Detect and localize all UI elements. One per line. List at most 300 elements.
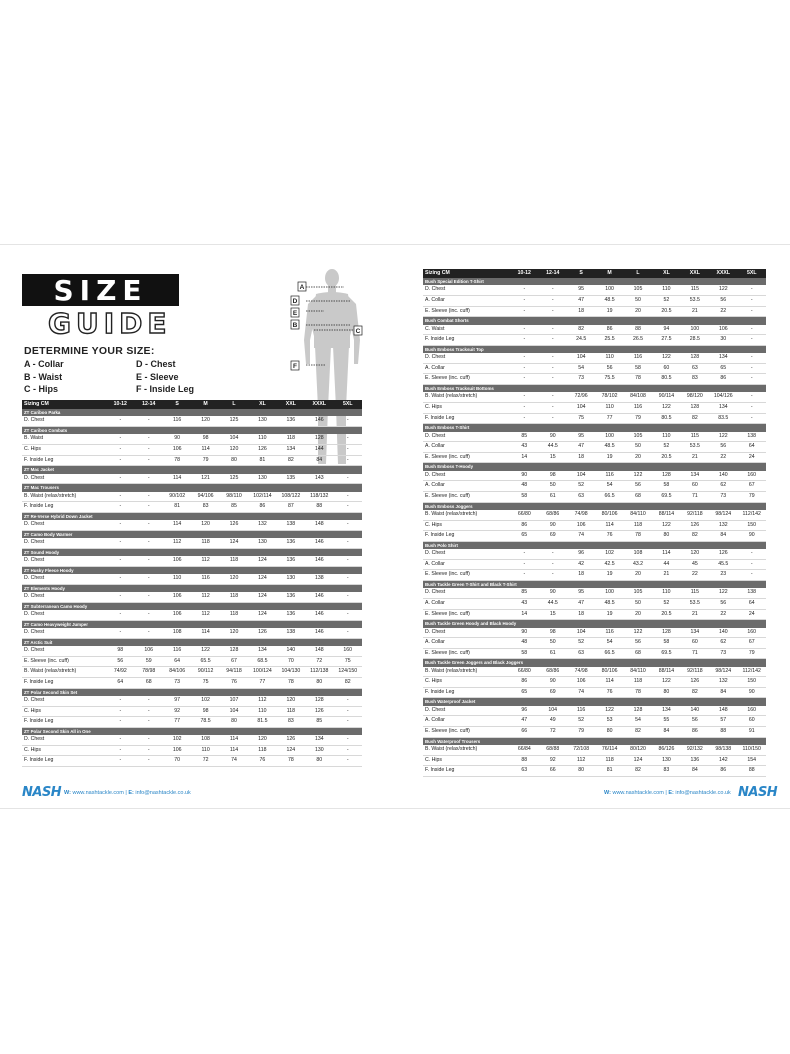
size-value: - <box>539 353 567 363</box>
size-value: 125 <box>220 474 248 484</box>
size-value: 134 <box>248 646 276 656</box>
product-section-row <box>22 409 362 416</box>
size-value: 150 <box>737 677 766 688</box>
size-value: 73 <box>709 648 737 659</box>
size-value: 80 <box>595 727 623 738</box>
size-value: 90/112 <box>191 667 219 678</box>
size-value: 78/102 <box>595 392 623 402</box>
table-header-row <box>423 269 766 278</box>
size-value: 90 <box>539 677 567 688</box>
size-value: - <box>135 696 163 706</box>
column-header: 10-12 <box>106 400 134 409</box>
size-value: - <box>333 628 362 638</box>
size-value: 87 <box>277 502 305 513</box>
size-value: 130 <box>305 745 333 756</box>
size-value: - <box>737 306 766 317</box>
bottom-divider <box>0 808 790 809</box>
size-value: 66/84 <box>510 745 538 755</box>
size-value: 112 <box>248 696 276 706</box>
size-value: 59 <box>135 656 163 667</box>
size-value: 128 <box>305 434 333 444</box>
table-row <box>423 667 766 677</box>
size-value: 104 <box>567 628 595 638</box>
measurement-label: E. Sleeve (inc. cuff) <box>22 656 106 667</box>
size-value: 80.5 <box>652 374 680 385</box>
size-value: - <box>106 696 134 706</box>
size-value: 85 <box>305 717 333 728</box>
table-row <box>423 374 766 385</box>
size-value: 83 <box>277 717 305 728</box>
measurement-label: E. Sleeve (inc. cuff) <box>423 570 510 581</box>
measures-right <box>136 358 194 396</box>
size-value: 122 <box>709 285 737 295</box>
size-value: 48.5 <box>595 296 623 307</box>
size-value: - <box>135 735 163 745</box>
table-row <box>423 481 766 492</box>
size-value: 107 <box>220 696 248 706</box>
size-value: 126 <box>248 445 276 456</box>
size-value: 19 <box>595 609 623 620</box>
product-name: Bush Emboss Tracksuit Top <box>423 345 766 353</box>
size-value: 88/114 <box>652 667 680 677</box>
size-value: 47 <box>567 598 595 609</box>
size-value: 120 <box>220 574 248 584</box>
size-value: 56 <box>709 296 737 307</box>
measure-d: D - Chest <box>136 359 176 369</box>
product-section-row <box>423 278 766 285</box>
size-value: 19 <box>595 570 623 581</box>
product-section-row <box>22 584 362 592</box>
size-value: 98/138 <box>709 745 737 755</box>
size-value: 122 <box>652 677 680 688</box>
size-value: 50 <box>539 481 567 492</box>
product-section-row <box>22 602 362 610</box>
size-value: 71 <box>681 491 709 502</box>
size-value: 52 <box>652 598 680 609</box>
size-value: 128 <box>652 471 680 481</box>
size-value: 65 <box>510 687 538 698</box>
measurement-label: C. Hips <box>22 445 106 456</box>
size-value: 90 <box>510 471 538 481</box>
size-value: - <box>135 556 163 566</box>
size-value: 69 <box>539 687 567 698</box>
size-value: 138 <box>737 588 766 598</box>
size-value: 74/98 <box>567 667 595 677</box>
size-value: 78 <box>624 531 652 542</box>
size-value: 128 <box>681 353 709 363</box>
table-row <box>423 766 766 777</box>
size-value: 68/86 <box>539 510 567 520</box>
title-bottom: GUIDE <box>48 307 172 340</box>
table-row <box>423 353 766 363</box>
size-value: 126 <box>277 735 305 745</box>
table-row <box>423 687 766 698</box>
size-value: 58 <box>510 648 538 659</box>
size-value: 112 <box>191 610 219 620</box>
size-value: 48 <box>510 638 538 649</box>
size-value: 15 <box>539 609 567 620</box>
size-value: 86 <box>248 502 276 513</box>
size-value: 120 <box>191 520 219 530</box>
product-section-row <box>22 688 362 696</box>
size-value: 86 <box>510 520 538 531</box>
size-value: 118 <box>220 592 248 602</box>
size-value: 72 <box>539 727 567 738</box>
column-header: M <box>191 400 219 409</box>
size-value: 79 <box>737 648 766 659</box>
table-row <box>423 531 766 542</box>
size-value: 124 <box>624 755 652 766</box>
size-value: 98 <box>191 706 219 717</box>
size-value: 118/132 <box>305 492 333 502</box>
size-value: 144 <box>305 445 333 456</box>
email-link[interactable]: info@nashtackle.co.uk <box>135 790 191 796</box>
size-value: 84 <box>709 531 737 542</box>
table-row <box>423 452 766 463</box>
size-value: 115 <box>681 432 709 442</box>
table-row <box>423 392 766 402</box>
size-value: 110 <box>652 285 680 295</box>
size-value: 126 <box>220 520 248 530</box>
product-section-row <box>22 727 362 735</box>
size-value: 20 <box>624 570 652 581</box>
table-row <box>22 717 362 728</box>
size-value: 128 <box>624 706 652 716</box>
size-value: 65.5 <box>191 656 219 667</box>
size-value: 68/88 <box>539 745 567 755</box>
size-value: 69.5 <box>652 491 680 502</box>
left-size-table <box>22 400 362 767</box>
size-value: - <box>135 717 163 728</box>
top-divider <box>0 244 790 245</box>
size-value: 52 <box>652 442 680 453</box>
size-value: 63 <box>681 363 709 374</box>
size-value: 116 <box>595 471 623 481</box>
product-section-row <box>22 466 362 474</box>
size-value: - <box>737 549 766 559</box>
size-value: 53.5 <box>681 442 709 453</box>
size-value: 112/142 <box>737 667 766 677</box>
size-value: - <box>135 455 163 466</box>
size-value: - <box>333 745 362 756</box>
size-value: 112 <box>191 556 219 566</box>
size-value: 63 <box>567 491 595 502</box>
nash-logo-right: NASH <box>738 785 778 800</box>
size-value: 110 <box>652 588 680 598</box>
measurement-label: D. Chest <box>22 610 106 620</box>
size-value: 90 <box>539 432 567 442</box>
size-value: - <box>737 296 766 307</box>
size-value: 106 <box>567 677 595 688</box>
size-value: 62 <box>709 481 737 492</box>
size-value: 114 <box>220 735 248 745</box>
size-value: 104 <box>220 706 248 717</box>
size-value: - <box>333 592 362 602</box>
size-value: 90 <box>163 434 191 444</box>
table-row <box>423 570 766 581</box>
size-value: 148 <box>709 706 737 716</box>
table-row <box>22 445 362 456</box>
table-row <box>423 510 766 520</box>
size-value: 122 <box>624 471 652 481</box>
size-value: 74/98 <box>567 510 595 520</box>
size-value: 76/114 <box>595 745 623 755</box>
website-link[interactable]: www.nashtackle.com <box>72 790 124 796</box>
product-name: Bush Polo Shirt <box>423 541 766 549</box>
size-value: - <box>510 374 538 385</box>
size-value: 84 <box>652 727 680 738</box>
table-row <box>423 638 766 649</box>
column-header: S <box>567 269 595 278</box>
product-section-row <box>423 502 766 510</box>
size-value: 77 <box>595 413 623 424</box>
size-value: 20 <box>624 609 652 620</box>
size-value: - <box>333 416 362 426</box>
size-value: - <box>510 559 538 570</box>
size-value: 86/126 <box>652 745 680 755</box>
size-value: - <box>135 538 163 548</box>
size-value: 148 <box>305 520 333 530</box>
size-value: 50 <box>539 638 567 649</box>
product-name: Bush Tackle Green T-Shirt and Black T-Shirt <box>423 580 766 588</box>
size-value: - <box>737 325 766 335</box>
size-value: - <box>510 402 538 413</box>
size-value: - <box>106 628 134 638</box>
size-value: 92/132 <box>681 745 709 755</box>
size-value: 136 <box>277 416 305 426</box>
size-value: 116 <box>567 706 595 716</box>
size-value: 56 <box>595 363 623 374</box>
size-value: 44.5 <box>539 442 567 453</box>
figure-letter-e: E <box>292 310 298 317</box>
size-value: 122 <box>595 706 623 716</box>
size-value: 126 <box>305 706 333 717</box>
size-value: 56 <box>709 442 737 453</box>
size-value: 83 <box>191 502 219 513</box>
email-link[interactable]: info@nashtackle.co.uk <box>675 790 731 796</box>
size-value: 114 <box>595 520 623 531</box>
product-name: Bush Emboss T-Hoody <box>423 463 766 471</box>
size-value: 136 <box>681 755 709 766</box>
size-value: 96 <box>567 549 595 559</box>
measurement-label: C. Hips <box>423 402 510 413</box>
size-value: 84/108 <box>624 392 652 402</box>
size-value: 106 <box>163 592 191 602</box>
size-value: 88 <box>737 766 766 777</box>
size-value: 86 <box>709 374 737 385</box>
size-value: 116 <box>624 353 652 363</box>
measurement-label: F. Inside Leg <box>22 502 106 513</box>
size-value: 80 <box>305 756 333 767</box>
figure-letter-a: A <box>299 284 305 291</box>
measurement-label: A. Collar <box>423 442 510 453</box>
size-value: 22 <box>681 570 709 581</box>
size-value: 92 <box>163 706 191 717</box>
size-value: - <box>510 363 538 374</box>
product-section-row <box>423 317 766 325</box>
size-value: 80 <box>567 766 595 777</box>
size-value: 95 <box>567 432 595 442</box>
size-value: 78 <box>277 756 305 767</box>
size-value: 56 <box>709 598 737 609</box>
size-value: 80 <box>652 531 680 542</box>
size-value: 67 <box>220 656 248 667</box>
size-value: 66.5 <box>595 491 623 502</box>
column-header: XXXL <box>305 400 333 409</box>
size-value: 76 <box>220 677 248 688</box>
size-value: - <box>510 413 538 424</box>
measurement-label: D. Chest <box>22 735 106 745</box>
measurement-label: F. Inside Leg <box>22 717 106 728</box>
measurement-label: E. Sleeve (inc. cuff) <box>423 609 510 620</box>
size-value: - <box>510 392 538 402</box>
size-value: 72 <box>305 656 333 667</box>
size-value: 58 <box>652 481 680 492</box>
size-value: 102/114 <box>248 492 276 502</box>
size-value: 26.5 <box>624 335 652 346</box>
size-value: 79 <box>737 491 766 502</box>
size-value: 130 <box>248 474 276 484</box>
size-value: 79 <box>624 413 652 424</box>
size-value: 72 <box>191 756 219 767</box>
size-value: 112 <box>191 592 219 602</box>
table-row <box>22 592 362 602</box>
measurement-label: C. Hips <box>22 745 106 756</box>
product-section-row <box>22 638 362 646</box>
measure-a: A - Collar <box>24 359 64 369</box>
measurement-label: A. Collar <box>423 481 510 492</box>
size-value: 128 <box>220 646 248 656</box>
size-value: 50 <box>624 296 652 307</box>
size-value: 82 <box>624 766 652 777</box>
size-value: 134 <box>277 445 305 456</box>
size-value: 80 <box>220 455 248 466</box>
size-value: 114 <box>191 628 219 638</box>
size-value: 94/106 <box>191 492 219 502</box>
size-value: - <box>106 502 134 513</box>
size-value: 90/102 <box>163 492 191 502</box>
product-name: Bush Combat Shorts <box>423 317 766 325</box>
measurement-label: C. Hips <box>22 706 106 717</box>
table-row <box>22 455 362 466</box>
product-name: ZT Mac Trousers <box>22 484 362 492</box>
size-value: - <box>106 556 134 566</box>
size-value: 116 <box>163 646 191 656</box>
size-value: 56 <box>106 656 134 667</box>
size-value: 81 <box>163 502 191 513</box>
table-row <box>423 588 766 598</box>
table-row <box>423 363 766 374</box>
size-value: - <box>333 610 362 620</box>
product-section-row <box>22 620 362 628</box>
measure-f: F - Inside Leg <box>136 384 195 394</box>
size-value: 58 <box>652 638 680 649</box>
size-value: - <box>737 363 766 374</box>
size-value: - <box>737 570 766 581</box>
size-value: 118 <box>624 677 652 688</box>
size-value: 47 <box>567 296 595 307</box>
size-value: 108 <box>163 628 191 638</box>
size-value: 115 <box>681 285 709 295</box>
size-value: 20 <box>624 306 652 317</box>
size-value: 154 <box>737 755 766 766</box>
measurement-label: A. Collar <box>423 363 510 374</box>
size-value: - <box>333 520 362 530</box>
size-value: 122 <box>652 520 680 531</box>
size-value: 21 <box>681 609 709 620</box>
table-row <box>423 285 766 295</box>
size-value: 128 <box>652 628 680 638</box>
size-value: - <box>539 285 567 295</box>
size-value: 138 <box>737 432 766 442</box>
size-value: 122 <box>191 646 219 656</box>
website-link[interactable]: www.nashtackle.com <box>612 790 664 796</box>
size-value: 82 <box>277 455 305 466</box>
size-value: 79 <box>191 455 219 466</box>
table-row <box>423 677 766 688</box>
size-value: 104/130 <box>277 667 305 678</box>
table-row <box>423 727 766 738</box>
column-header: Sizing CM <box>22 400 106 409</box>
measurement-label: E. Sleeve (inc. cuff) <box>423 452 510 463</box>
size-value: 20.5 <box>652 609 680 620</box>
size-value: 18 <box>567 609 595 620</box>
size-value: 124 <box>248 556 276 566</box>
size-value: - <box>737 335 766 346</box>
size-value: 78 <box>624 374 652 385</box>
size-value: 18 <box>567 570 595 581</box>
size-value: 58 <box>510 491 538 502</box>
size-value: 52 <box>567 481 595 492</box>
product-name: ZT Mac Jacket <box>22 466 362 474</box>
size-value: 42 <box>567 559 595 570</box>
size-value: 56 <box>624 481 652 492</box>
size-value: 58 <box>624 363 652 374</box>
size-value: 142 <box>709 755 737 766</box>
size-value: 53.5 <box>681 598 709 609</box>
size-value: - <box>333 706 362 717</box>
product-name: ZT Sound Hoody <box>22 548 362 556</box>
size-value: 75 <box>567 413 595 424</box>
size-value: 78.5 <box>191 717 219 728</box>
size-value: 143 <box>305 474 333 484</box>
size-value: - <box>510 306 538 317</box>
size-value: - <box>135 416 163 426</box>
size-value: 82 <box>624 727 652 738</box>
table-row <box>22 646 362 656</box>
size-value: - <box>106 474 134 484</box>
measurement-label: C. Hips <box>423 520 510 531</box>
size-value: - <box>539 570 567 581</box>
measurement-label: F. Inside Leg <box>423 531 510 542</box>
size-value: 118 <box>595 755 623 766</box>
product-name: ZT Polar Second Skin Set <box>22 688 362 696</box>
size-value: 118 <box>277 434 305 444</box>
measurement-label: D. Chest <box>423 588 510 598</box>
size-value: 126 <box>681 520 709 531</box>
size-value: - <box>106 455 134 466</box>
size-value: 49 <box>539 716 567 727</box>
size-value: 106 <box>709 325 737 335</box>
size-value: 60 <box>681 481 709 492</box>
size-value: 110/150 <box>737 745 766 755</box>
size-value: 150 <box>737 520 766 531</box>
size-value: 82 <box>681 687 709 698</box>
column-header: 5XL <box>333 400 362 409</box>
figure-letter-f: F <box>293 363 297 370</box>
size-value: 104 <box>567 402 595 413</box>
size-value: 64 <box>163 656 191 667</box>
